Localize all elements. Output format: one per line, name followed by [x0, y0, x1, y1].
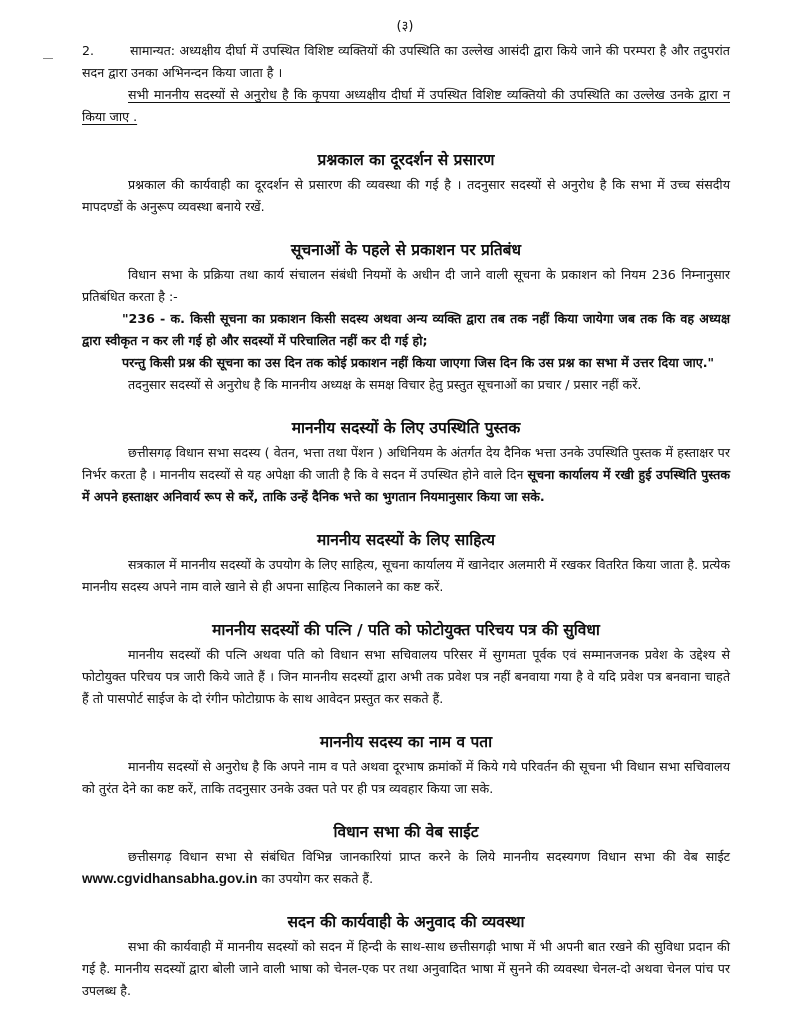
section-heading-translation: सदन की कार्यवाही के अनुवाद की व्यवस्था: [287, 913, 525, 931]
section-heading-website: विधान सभा की वेब साईट: [333, 823, 479, 841]
intro-number: 2.: [82, 43, 95, 58]
section-body-name-address: माननीय सदस्यों से अनुरोध है कि अपने नाम व पते अथवा दूरभाष क्रमांकों में किये गये परिवर्तन की सूचना भी विधान सभा सचिवालय को तुरंत देने का कष्ट करें, ताकि तदनुसार उनके उक्त पते पर ही पत्र व्यवहार किया जा सके.: [82, 759, 730, 796]
attendance-text-bold: सूचना कार्यालय में रखी हुई उपस्थिति पुस्तक में अपने हस्ताक्षर अनिवार्य रूप से करें, ताकि उन्हें दैनिक भत्ते का भुगतान नियमानुसार किया जा सके.: [82, 467, 730, 504]
section-heading-attendance: माननीय सदस्यों के लिए उपस्थिति पुस्तक: [291, 419, 521, 437]
intro-paragraph-1: [82, 40, 730, 84]
intro-paragraph-2: सभी माननीय सदस्यों से अनुरोध है कि कृपया अध्यक्षीय दीर्घा में उपस्थित विशिष्ट व्यक्तियो की उपस्थिति का उल्लेख उनके द्वारा न किया जाए .: [82, 87, 730, 124]
section-heading-publication-ban: सूचनाओं के पहले से प्रकाशन पर प्रतिबंध: [290, 241, 522, 259]
section-heading-name-address: माननीय सदस्य का नाम व पता: [319, 733, 493, 751]
section-heading-literature: माननीय सदस्यों के लिए साहित्य: [316, 531, 496, 549]
intro-text-1: सामान्यत: अध्यक्षीय दीर्घा में उपस्थित विशिष्ट व्यक्तियों की उपस्थिति का उल्लेख आसंदी द्वारा किये जाने की परम्परा है और तदुपरांत सदन द्वारा उनका अभिनन्दन किया जाता है ।: [82, 43, 730, 80]
scan-mark: [43, 58, 53, 59]
section-body-literature: सत्रकाल में माननीय सदस्यों के उपयोग के लिए साहित्य, सूचना कार्यालय में खानेदार अलमारी में रखकर वितरित किया जाता है. प्रत्येक माननीय सदस्य अपने नाम वाले खाने से ही अपना साहित्य निकालने का कष्ट करें.: [82, 557, 730, 594]
website-link[interactable]: www.cgvidhansabha.gov.in: [82, 871, 258, 886]
section-body-website: [82, 846, 730, 890]
rule-quote-2: परन्तु किसी प्रश्न की सूचना का उस दिन तक कोई प्रकाशन नहीं किया जाएगा जिस दिन कि उस प्रश्न का सभा में उत्तर दिया जाए.": [122, 355, 715, 370]
rule-quote-1: "236 - क. किसी सूचना का प्रकाशन किसी सदस्य अथवा अन्य व्यक्ति द्वारा तब तक नहीं किया जायेगा जब तक कि वह अध्यक्ष द्वारा स्वीकृत न कर ली गई हो और सदस्यों में परिचालित नहीं कर दी गई हो;: [82, 311, 730, 348]
section-body-attendance: [82, 442, 730, 508]
page-number: (३): [396, 19, 414, 34]
section-heading-telecast: प्रश्नकाल का दूरदर्शन से प्रसारण: [317, 151, 495, 169]
attendance-text: छत्तीसगढ़ विधान सभा सदस्य ( वेतन, भत्ता तथा पेंशन ) अधिनियम के अंतर्गत देय दैनिक भत्ता उनके उपस्थिति पुस्तक में हस्ताक्षर पर निर्भर करता है । माननीय सदस्यों से यह अपेक्षा की जाती है कि वे सदन में उपस्थित होने वाले दिन: [82, 445, 730, 482]
section-body-spouse-id: माननीय सदस्यों की पत्नि अथवा पति को विधान सभा सचिवालय परिसर में सुगमता पूर्वक एवं सम्मानजनक प्रवेश के उद्देश्य से फोटोयुक्त परिचय पत्र जारी किये जाते हैं । जिन माननीय सदस्यों द्वारा अभी तक प्रवेश पत्र नहीं बनवाया गया है वे यदि प्रवेश पत्र बनवाना चाहते हैं तो पासपोर्ट साईज के दो रंगीन फोटोग्राफ के साथ आवेदन प्रस्तुत कर सकते हैं.: [82, 647, 730, 706]
section-body-publication-ban: विधान सभा के प्रक्रिया तथा कार्य संचालन संबंधी नियमों के अधीन दी जाने वाली सूचना के प्रकाशन को नियम 236 निम्नानुसार प्रतिबंधित करता है :-: [82, 267, 730, 304]
website-text: छत्तीसगढ़ विधान सभा से संबंधित विभिन्न जानकारियां प्राप्त करने के लिये माननीय सदस्यगण विधान सभा की वेब साईट: [128, 849, 730, 864]
section-closing-publication-ban: तदनुसार सदस्यों से अनुरोध है कि माननीय अध्यक्ष के समक्ष विचार हेतु प्रस्तुत सूचनाओं का प्रचार / प्रसार नहीं करें.: [128, 377, 642, 392]
section-body-telecast: प्रश्नकाल की कार्यवाही का दूरदर्शन से प्रसारण की व्यवस्था की गई है । तदनुसार सदस्यों से अनुरोध है कि सभा में उच्च संसदीय मापदण्डों के अनुरूप व्यवस्था बनाये रखें.: [82, 177, 730, 214]
section-body-translation: सभा की कार्यवाही में माननीय सदस्यों को सदन में हिन्दी के साथ-साथ छत्तीसगढ़ी भाषा में भी अपनी बात रखने की सुविधा प्रदान की गई है. माननीय सदस्यों द्वारा बोली जाने वाली भाषा को चेनल-एक पर तथा अनुवादित भाषा में सुनने की व्यवस्था चेनल-दो अथवा चेनल पांच पर उपलब्ध है.: [82, 939, 730, 998]
website-text-after: का उपयोग कर सकते हैं.: [261, 871, 374, 886]
document-body: [82, 40, 730, 1002]
section-heading-spouse-id: माननीय सदस्यों की पत्नि / पति को फोटोयुक्त परिचय पत्र की सुविधा: [212, 621, 600, 639]
